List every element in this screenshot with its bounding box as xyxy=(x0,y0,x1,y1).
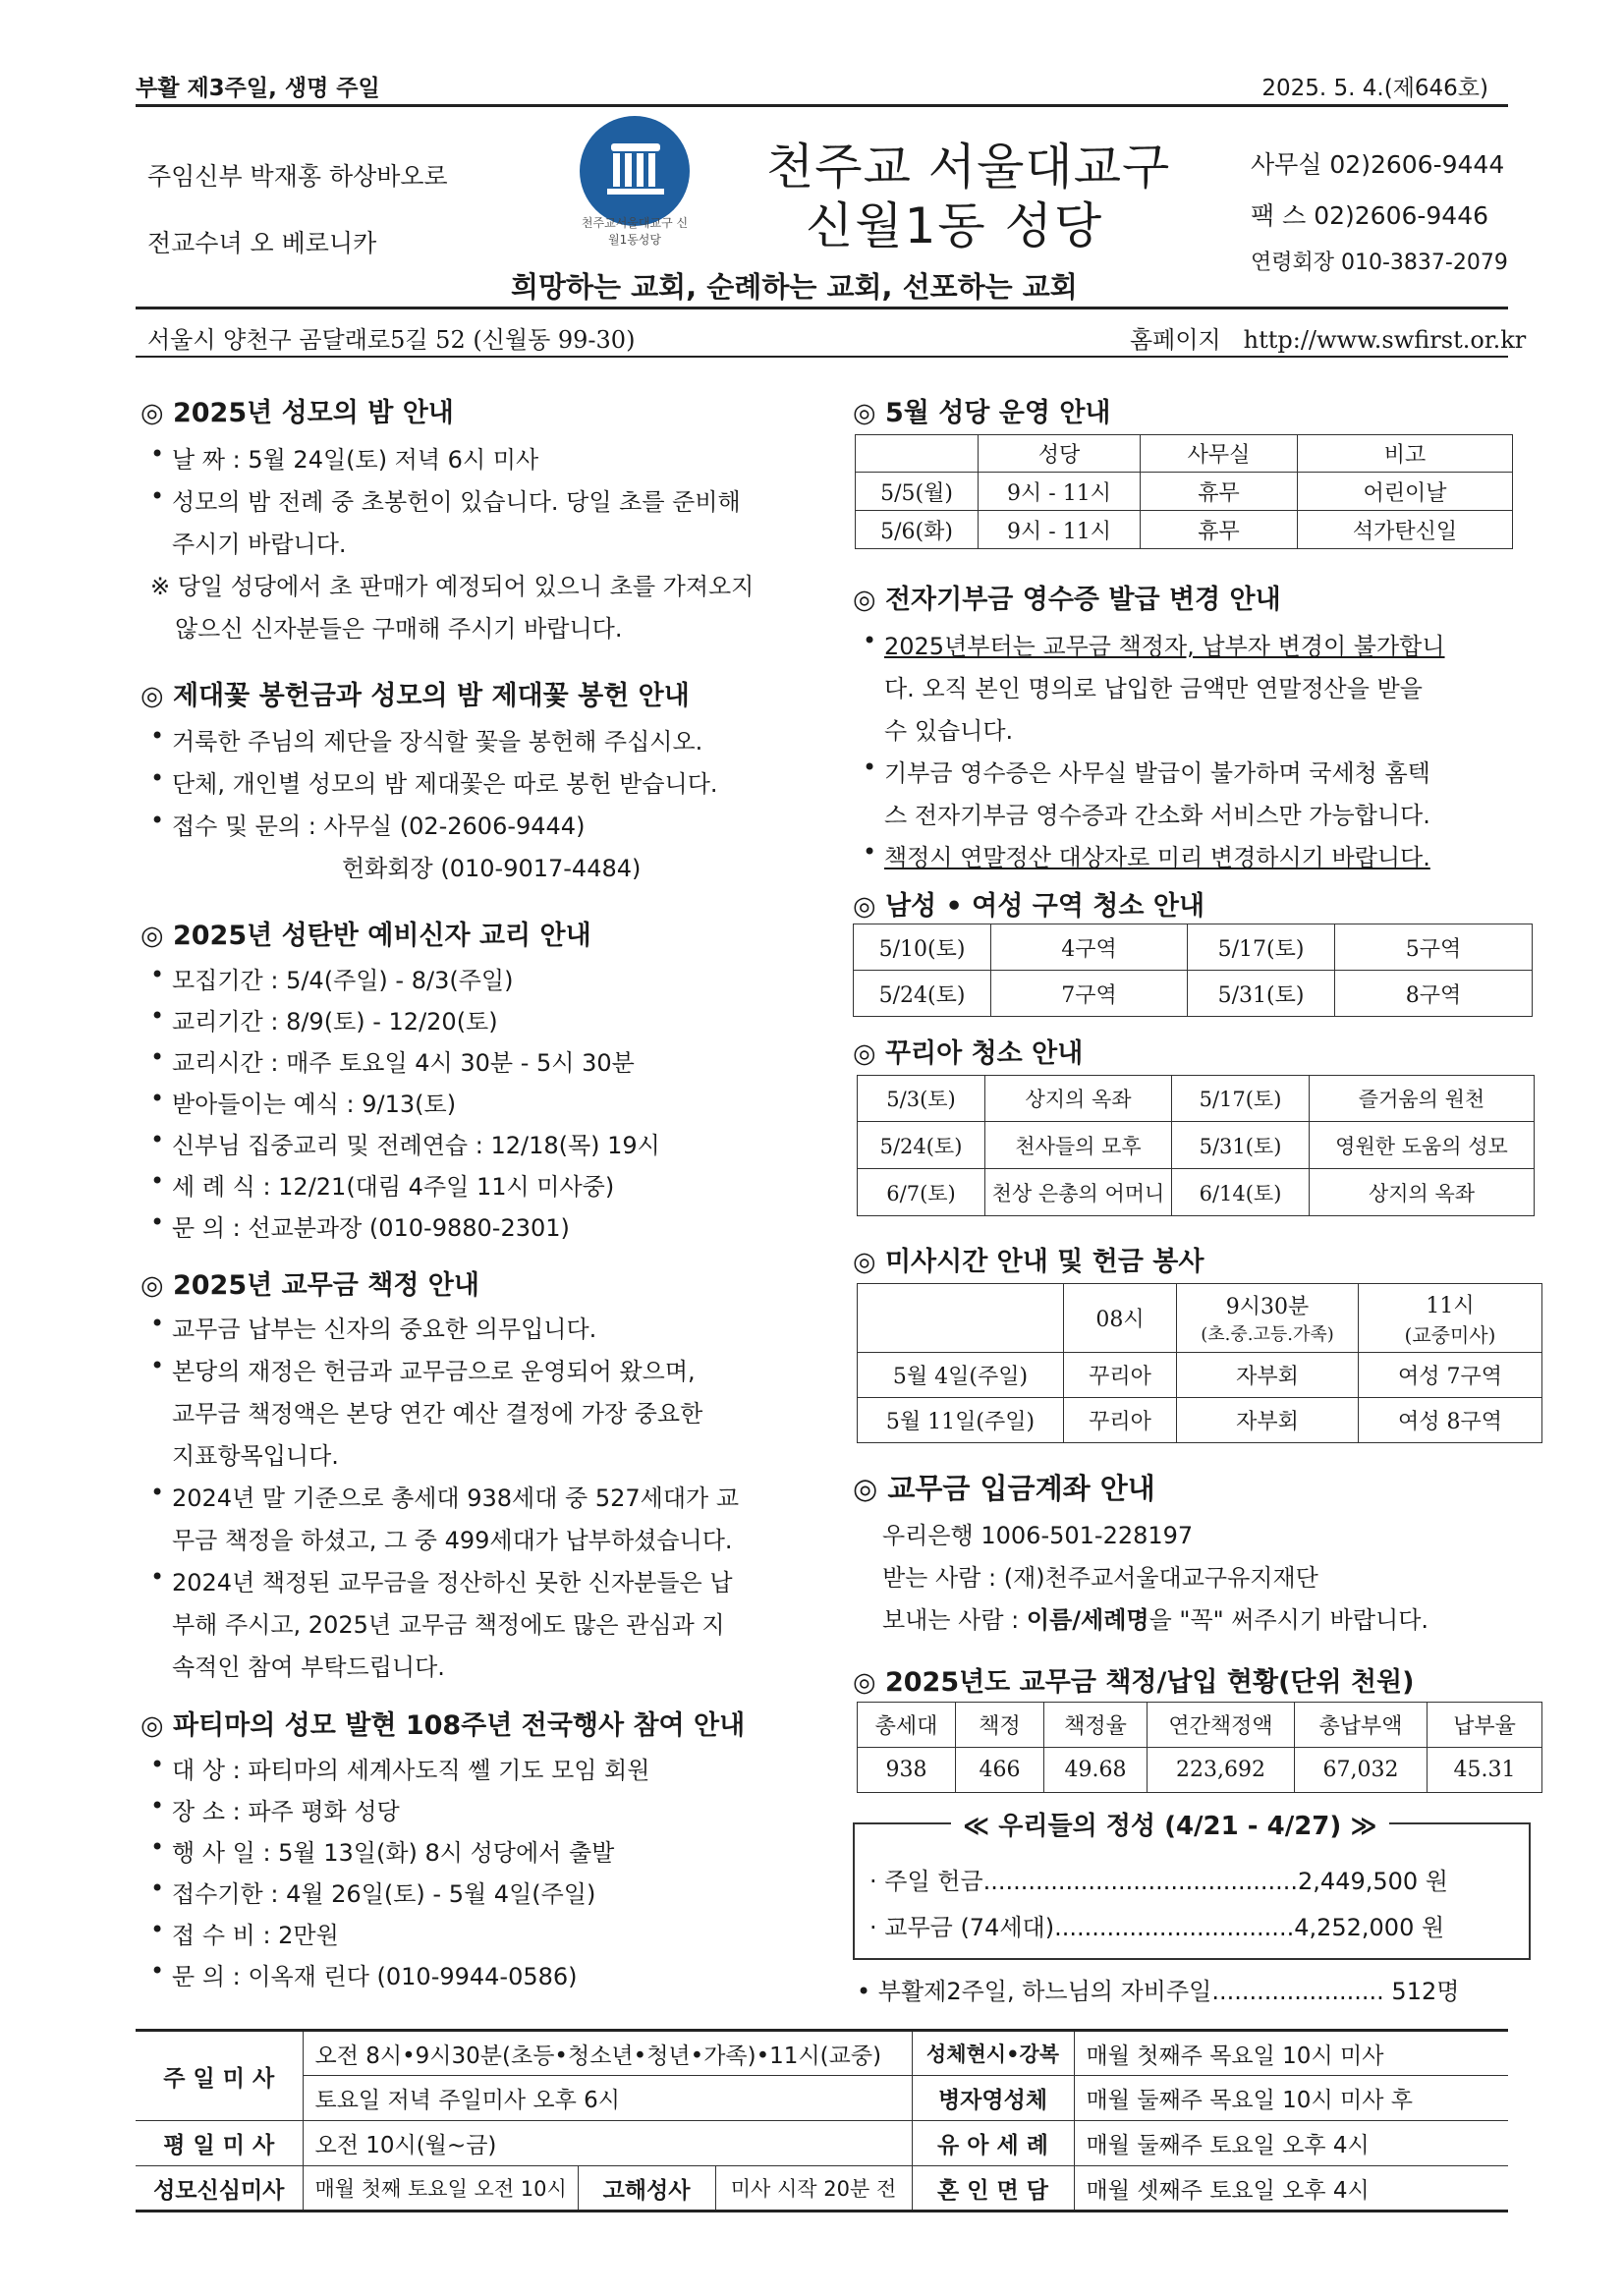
text-line: • 신부님 집중교리 및 전례연습 : 12/18(목) 19시 xyxy=(172,1126,660,1160)
table-cell: 자부회 xyxy=(1177,1353,1359,1398)
text-line: • 교리기간 : 8/9(토) - 12/20(토) xyxy=(172,1002,498,1036)
header-line: (초.중.고등.가족) xyxy=(1201,1324,1334,1345)
parish-address: 서울시 양천구 곰달래로5길 52 (신월동 99-30) xyxy=(147,326,636,354)
text-line: 무금 책정을 하셨고, 그 중 499세대가 납부하셨습니다. xyxy=(172,1527,733,1554)
table-cell: 5/10(토) xyxy=(854,924,991,971)
table-header: 08시 xyxy=(1064,1284,1177,1353)
text-line: 스 전자기부금 영수증과 간소화 서비스만 가능합니다. xyxy=(884,802,1430,829)
text-line: • 행 사 일 : 5월 13일(화) 8시 성당에서 출발 xyxy=(172,1833,614,1868)
table-cell: 즐거움의 원천 xyxy=(1310,1076,1535,1122)
section-title: ◎ 교무금 입금계좌 안내 xyxy=(853,1472,1155,1505)
table-cell: 5/5(월) xyxy=(856,473,979,511)
attendance-line: • 부활제2주일, 하느님의 자비주일....................... 512명 xyxy=(857,1978,1460,2005)
office-phone: 사무실 02)2606-9444 xyxy=(1251,150,1505,179)
parish-logo xyxy=(580,116,690,226)
text-line: • 2025년부터는 교무금 책정자, 납부자 변경이 불가합니 xyxy=(884,627,1445,661)
table-cell: 6/7(토) xyxy=(858,1169,985,1216)
table-row xyxy=(858,1122,1535,1169)
table-cell: 5/31(토) xyxy=(1172,1122,1310,1169)
table-header: 책정 xyxy=(956,1703,1044,1748)
section-title: ◎ 2025년 교무금 책정 안내 xyxy=(140,1270,479,1301)
table-cell: 49.68 xyxy=(1044,1748,1148,1793)
dues-status-table xyxy=(857,1702,1542,1793)
table-cell: 5/17(토) xyxy=(1172,1076,1310,1122)
row-label: 유 아 세 례 xyxy=(912,2121,1074,2166)
table-cell: 천사들의 모후 xyxy=(985,1122,1172,1169)
table-cell: 45.31 xyxy=(1428,1748,1542,1793)
table-header: 성당 xyxy=(979,435,1141,473)
offering-title: ≪ 우리들의 정성 (4/21 - 4/27) ≫ xyxy=(951,1806,1389,1842)
table-header: 총세대 xyxy=(858,1703,956,1748)
table-cell: 매월 둘째주 목요일 10시 미사 후 xyxy=(1074,2076,1508,2121)
text-line: • 책정시 연말정산 대상자로 미리 변경하시기 바랍니다. xyxy=(884,838,1430,872)
text-line: • 날 짜 : 5월 24일(토) 저녁 6시 미사 xyxy=(172,440,538,475)
text-line: • 교무금 납부는 신자의 중요한 의무입니다. xyxy=(172,1310,596,1344)
table-cell: 상지의 옥좌 xyxy=(985,1076,1172,1122)
table-cell: 67,032 xyxy=(1295,1748,1428,1793)
table-header xyxy=(858,1284,1064,1353)
text-line: 않으신 신자분들은 구매해 주시기 바랍니다. xyxy=(175,615,623,643)
sister-name: 전교수녀 오 베로니카 xyxy=(147,229,377,257)
table-cell: 938 xyxy=(858,1748,956,1793)
text-line: • 거룩한 주님의 제단을 장식할 꽃을 봉헌해 주십시오. xyxy=(172,722,702,756)
section-title: ◎ 2025년 성모의 밤 안내 xyxy=(140,398,454,428)
row-label: 병자영성체 xyxy=(912,2076,1074,2121)
table-cell: 휴무 xyxy=(1141,473,1298,511)
text-line: 다. 오직 본인 명의로 납입한 금액만 연말정산을 받을 xyxy=(884,675,1423,702)
text-line: 속적인 참여 부탁드립니다. xyxy=(172,1653,445,1681)
table-cell: 9시 - 11시 xyxy=(979,473,1141,511)
table-cell: 5/31(토) xyxy=(1188,971,1335,1017)
table-cell: 매월 둘째주 토요일 오후 4시 xyxy=(1074,2121,1508,2166)
table-row xyxy=(856,511,1513,549)
section-title: ◎ 꾸리아 청소 안내 xyxy=(853,1038,1084,1069)
table-header: 비고 xyxy=(1298,435,1513,473)
table-cell: 매월 첫째 토요일 오전 10시 xyxy=(303,2166,578,2212)
text-line: 수 있습니다. xyxy=(884,717,1014,745)
table-header: 책정율 xyxy=(1044,1703,1148,1748)
table-cell: 미사 시작 20분 전 xyxy=(715,2166,912,2212)
section-title: ◎ 남성 • 여성 구역 청소 안내 xyxy=(853,891,1205,922)
table-cell: 오전 10시(월~금) xyxy=(303,2121,912,2166)
text-line: • 받아들이는 예식 : 9/13(토) xyxy=(172,1085,456,1119)
table-header: 총납부액 xyxy=(1295,1703,1428,1748)
table-cell: 매월 첫째주 목요일 10시 미사 xyxy=(1074,2031,1508,2076)
liturgical-week: 부활 제3주일, 생명 주일 xyxy=(136,76,380,101)
table-cell: 상지의 옥좌 xyxy=(1310,1169,1535,1216)
table-cell: 5/3(토) xyxy=(858,1076,985,1122)
logo-caption: 천주교서울대교구 신월1동성당 xyxy=(581,216,689,247)
table-cell: 꾸리아 xyxy=(1064,1353,1177,1398)
table-row xyxy=(854,971,1533,1017)
offering-line: · 주일 헌금..........................................2,449,500 원 xyxy=(869,1868,1448,1895)
text-line: 교무금 책정액은 본당 연간 예산 결정에 가장 중요한 xyxy=(172,1400,703,1428)
parish-title: 신월1동 성당 xyxy=(806,197,1104,254)
text-line: • 세 례 식 : 12/21(대림 4주일 11시 미사중) xyxy=(172,1167,614,1202)
table-row xyxy=(856,473,1513,511)
table-header: 사무실 xyxy=(1141,435,1298,473)
text-part: 이름/세례명 xyxy=(1026,1606,1149,1634)
homepage-label: 홈페이지 xyxy=(1130,326,1221,354)
section-title: ◎ 제대꽃 봉헌금과 성모의 밤 제대꽃 봉헌 안내 xyxy=(140,681,690,711)
recipient: 받는 사람 : (재)천주교서울대교구유지재단 xyxy=(882,1564,1318,1592)
text-line: • 본당의 재정은 헌금과 교무금으로 운영되어 왔으며, xyxy=(172,1352,696,1386)
row-label: 성체현시•강복 xyxy=(912,2031,1074,2076)
table-cell: 매월 셋째주 토요일 오후 4시 xyxy=(1074,2166,1508,2212)
text-line: • 성모의 밤 전례 중 초봉헌이 있습니다. 당일 초를 준비해 xyxy=(172,482,741,517)
table-cell: 5월 4일(주일) xyxy=(858,1353,1064,1398)
text-part: 보내는 사람 : xyxy=(882,1606,1027,1634)
text-part: 을 "꼭" 써주시기 바랍니다. xyxy=(1148,1606,1429,1634)
divider xyxy=(136,104,1508,107)
issue-line xyxy=(136,77,1488,102)
table-row xyxy=(136,2031,1508,2076)
table-cell: 어린이날 xyxy=(1298,473,1513,511)
header-line: (교중미사) xyxy=(1404,1322,1496,1347)
section-title: ◎ 전자기부금 영수증 발급 변경 안내 xyxy=(853,585,1281,615)
table-row xyxy=(858,1398,1542,1443)
homepage-row xyxy=(1130,320,1526,355)
sender-note xyxy=(882,1600,1428,1635)
section-title: ◎ 2025년 성탄반 예비신자 교리 안내 xyxy=(140,921,591,951)
row-label: 혼 인 면 담 xyxy=(912,2166,1074,2212)
chair-phone: 연령회장 010-3837-2079 xyxy=(1251,251,1508,275)
diocese-title: 천주교 서울대교구 xyxy=(766,139,1171,196)
section-title: ◎ 5월 성당 운영 안내 xyxy=(853,398,1111,428)
table-row xyxy=(136,2076,1508,2121)
table-cell: 석가탄신일 xyxy=(1298,511,1513,549)
text-line: • 대 상 : 파티마의 세계사도직 쎌 기도 모임 회원 xyxy=(172,1751,649,1785)
pastor-name: 주임신부 박재홍 하상바오로 xyxy=(147,162,448,191)
row-label: 성모신심미사 xyxy=(136,2166,303,2212)
table-cell: 영원한 도움의 성모 xyxy=(1310,1122,1535,1169)
table-cell: 휴무 xyxy=(1141,511,1298,549)
text-line: • 접수 및 문의 : 사무실 (02-2606-9444) xyxy=(172,807,585,841)
table-cell: 7구역 xyxy=(991,971,1188,1017)
section-title: ◎ 2025년도 교무금 책정/납입 현황(단위 천원) xyxy=(853,1667,1415,1698)
may-operations-table xyxy=(855,434,1513,549)
fax-number: 팩 스 02)2606-9446 xyxy=(1251,201,1489,230)
text-line: • 장 소 : 파주 평화 성당 xyxy=(172,1792,400,1826)
divider xyxy=(136,307,1508,309)
table-row xyxy=(858,1353,1542,1398)
text-line: • 문 의 : 이옥재 린다 (010-9944-0586) xyxy=(172,1957,578,1991)
parish-motto: 희망하는 교회, 순례하는 교회, 선포하는 교회 xyxy=(511,270,1078,304)
table-row xyxy=(136,2121,1508,2166)
table-cell: 오전 8시•9시30분(초등•청소년•청년•가족)•11시(교중) xyxy=(303,2031,912,2076)
table-cell: 5/24(토) xyxy=(858,1122,985,1169)
table-cell: 천상 은총의 어머니 xyxy=(985,1169,1172,1216)
table-cell: 여성 8구역 xyxy=(1359,1398,1542,1443)
homepage-link[interactable]: http://www.swfirst.or.kr xyxy=(1243,326,1527,354)
table-row xyxy=(858,1169,1535,1216)
text-line: 헌화회장 (010-9017-4484) xyxy=(342,855,642,882)
table-cell: 9시 - 11시 xyxy=(979,511,1141,549)
table-row xyxy=(858,1076,1535,1122)
table-cell: 5/6(화) xyxy=(856,511,979,549)
table-cell: 5/24(토) xyxy=(854,971,991,1017)
text-line: 부해 주시고, 2025년 교무금 책정에도 많은 관심과 지 xyxy=(172,1611,725,1639)
divider xyxy=(136,356,1508,358)
text-line: • 2024년 책정된 교무금을 정산하신 못한 신자분들은 납 xyxy=(172,1563,733,1597)
table-cell: 223,692 xyxy=(1148,1748,1295,1793)
table-header xyxy=(1359,1284,1542,1353)
text-line: • 접 수 비 : 2만원 xyxy=(172,1916,339,1950)
text-line: 지표항목입니다. xyxy=(172,1442,339,1470)
table-row xyxy=(858,1748,1542,1793)
table-row xyxy=(854,924,1533,971)
table-cell: 5/17(토) xyxy=(1188,924,1335,971)
bank-account: 우리은행 1006-501-228197 xyxy=(882,1522,1194,1549)
table-cell: 자부회 xyxy=(1177,1398,1359,1443)
district-cleaning-table xyxy=(853,924,1533,1017)
table-header: 납부율 xyxy=(1428,1703,1542,1748)
row-label: 고해성사 xyxy=(578,2166,715,2212)
offering-line: · 교무금 (74세대)................................4,252,000 원 xyxy=(869,1914,1445,1941)
table-header xyxy=(856,435,979,473)
table-cell: 여성 7구역 xyxy=(1359,1353,1542,1398)
row-label: 주 일 미 사 xyxy=(136,2031,303,2121)
table-cell: 4구역 xyxy=(991,924,1188,971)
header-line: 9시30분 xyxy=(1225,1295,1310,1319)
table-row xyxy=(136,2166,1508,2212)
text-line: • 2024년 말 기준으로 총세대 938세대 중 527세대가 교 xyxy=(172,1479,739,1513)
table-cell: 8구역 xyxy=(1335,971,1533,1017)
section-title: ◎ 파티마의 성모 발현 108주년 전국행사 참여 안내 xyxy=(140,1710,746,1741)
mass-offering-table xyxy=(857,1283,1542,1443)
text-line: 주시기 바랍니다. xyxy=(172,531,347,558)
text-line: • 모집기간 : 5/4(주일) - 8/3(주일) xyxy=(172,961,513,995)
table-cell: 꾸리아 xyxy=(1064,1398,1177,1443)
text-line: • 기부금 영수증은 사무실 발급이 불가하며 국세청 홈텍 xyxy=(884,754,1430,788)
table-cell: 토요일 저녁 주일미사 오후 6시 xyxy=(303,2076,912,2121)
text-line: • 교리시간 : 매주 토요일 4시 30분 - 5시 30분 xyxy=(172,1043,635,1078)
table-cell: 5월 11일(주일) xyxy=(858,1398,1064,1443)
mass-schedule-table xyxy=(136,2029,1508,2212)
table-header: 연간책정액 xyxy=(1148,1703,1295,1748)
table-cell: 6/14(토) xyxy=(1172,1169,1310,1216)
curia-cleaning-table xyxy=(857,1075,1535,1216)
header-line: 11시 xyxy=(1426,1293,1475,1318)
table-cell: 466 xyxy=(956,1748,1044,1793)
text-line: • 문 의 : 선교분과장 (010-9880-2301) xyxy=(172,1208,570,1243)
issue-date: 2025. 5. 4.(제646호) xyxy=(1261,76,1488,101)
table-cell: 5구역 xyxy=(1335,924,1533,971)
section-title: ◎ 미사시간 안내 및 헌금 봉사 xyxy=(853,1247,1204,1277)
row-label: 평 일 미 사 xyxy=(136,2121,303,2166)
text-line: • 단체, 개인별 성모의 밤 제대꽃은 따로 봉헌 받습니다. xyxy=(172,764,718,799)
text-line: ※ 당일 성당에서 초 판매가 예정되어 있으니 초를 가져오지 xyxy=(150,573,755,600)
table-header xyxy=(1177,1284,1359,1353)
text-line: • 접수기한 : 4월 26일(토) - 5월 4일(주일) xyxy=(172,1875,595,1909)
